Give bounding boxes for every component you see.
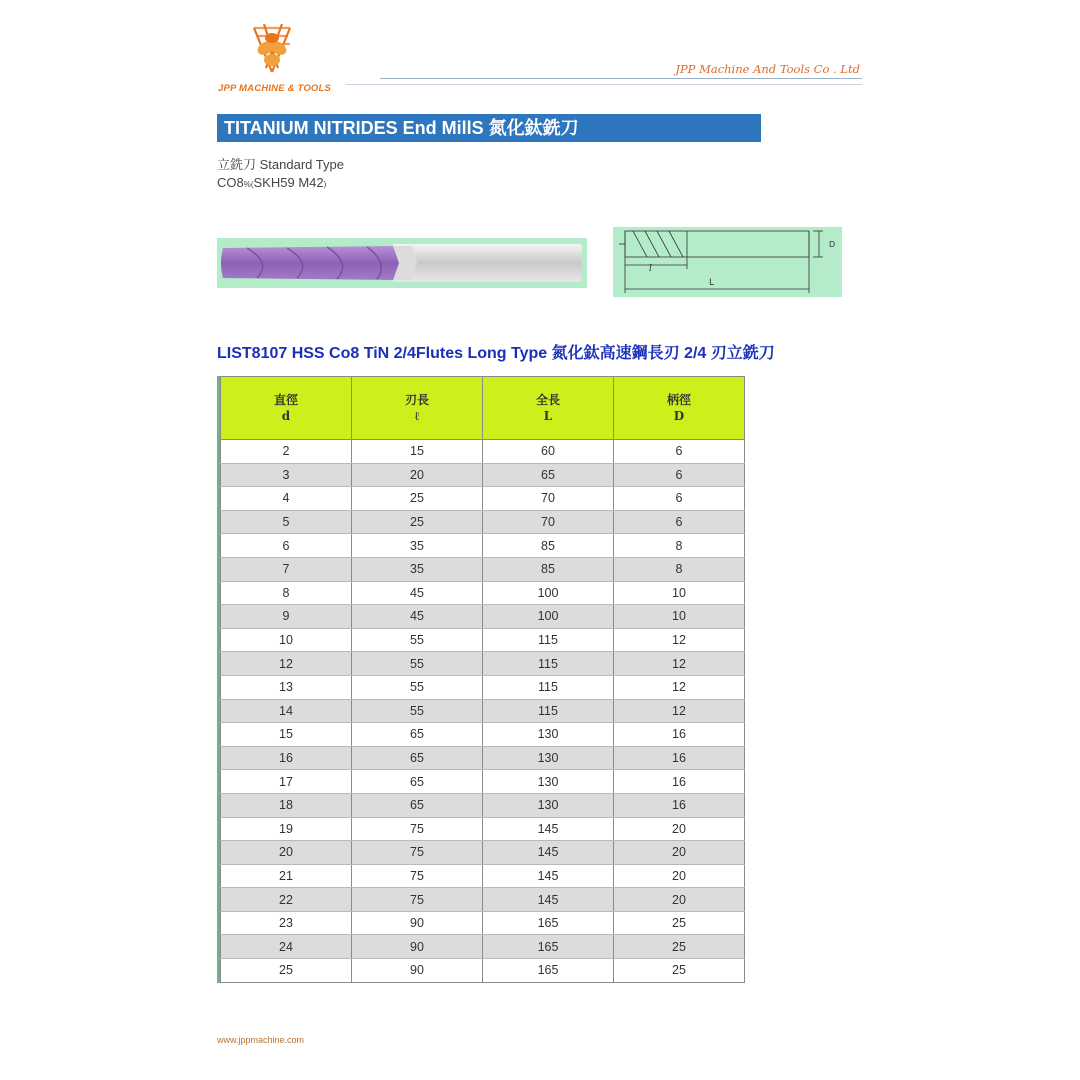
table-cell: 165 — [483, 935, 614, 959]
table-row — [221, 534, 745, 558]
table-row — [221, 510, 745, 534]
material-spec: SKH59 M42 — [253, 175, 324, 190]
table-cell: 10 — [614, 605, 745, 629]
table-body — [221, 440, 745, 983]
table-row — [221, 864, 745, 888]
column-header-symbol: L — [543, 409, 553, 423]
table-cell: 20 — [614, 888, 745, 912]
table-row — [221, 888, 745, 912]
table-cell: 6 — [614, 487, 745, 511]
table-cell: 115 — [483, 675, 614, 699]
table-row — [221, 723, 745, 747]
table-cell: 85 — [483, 557, 614, 581]
table-cell: 65 — [483, 463, 614, 487]
table-cell: 19 — [221, 817, 352, 841]
table-cell: 8 — [614, 534, 745, 558]
table-row — [221, 557, 745, 581]
table-cell: 25 — [352, 487, 483, 511]
dimension-drawing-icon — [613, 227, 842, 297]
table-cell: 70 — [483, 487, 614, 511]
table-cell: 55 — [352, 699, 483, 723]
table-cell: 22 — [221, 888, 352, 912]
table-cell: 100 — [483, 605, 614, 629]
table-cell: 25 — [614, 935, 745, 959]
table-cell: 165 — [483, 959, 614, 983]
list-title: LIST8107 HSS Co8 TiN 2/4Flutes Long Type 氮化鈦高速鋼長刃 2/4 刃立銑刀 — [217, 345, 775, 362]
table-cell: 20 — [614, 817, 745, 841]
table-cell: 16 — [614, 770, 745, 794]
table-cell: 45 — [352, 605, 483, 629]
table-cell: 55 — [352, 652, 483, 676]
logo-mark-icon — [248, 22, 296, 80]
table-cell: 10 — [614, 581, 745, 605]
end-mill-illustration-icon — [217, 238, 587, 288]
table-cell: 45 — [352, 581, 483, 605]
table-cell: 17 — [221, 770, 352, 794]
table-header-row — [221, 377, 745, 440]
table-row — [221, 770, 745, 794]
table-row — [221, 652, 745, 676]
table-row — [221, 911, 745, 935]
table-row — [221, 628, 745, 652]
table-cell: 130 — [483, 793, 614, 817]
dim-label-l: l — [649, 264, 652, 274]
table-cell: 10 — [221, 628, 352, 652]
table-cell: 20 — [221, 841, 352, 865]
table-cell: 6 — [614, 440, 745, 464]
table-row — [221, 935, 745, 959]
column-header-label: 柄徑 — [666, 393, 691, 407]
table-cell: 115 — [483, 628, 614, 652]
table-row — [221, 699, 745, 723]
table-cell: 90 — [352, 911, 483, 935]
table-cell: 25 — [221, 959, 352, 983]
header-divider-2 — [346, 84, 862, 85]
table-cell: 55 — [352, 675, 483, 699]
subtitle-line-2 — [217, 174, 344, 194]
table-row — [221, 817, 745, 841]
table-cell: 115 — [483, 699, 614, 723]
table-row — [221, 487, 745, 511]
table-cell: 65 — [352, 793, 483, 817]
table-cell: 7 — [221, 557, 352, 581]
table-cell: 145 — [483, 817, 614, 841]
dimension-table — [217, 376, 748, 983]
table-cell: 25 — [352, 510, 483, 534]
material-percent: %( — [243, 180, 254, 189]
column-header-symbol: ℓ — [414, 409, 420, 423]
table-cell: 145 — [483, 864, 614, 888]
table-cell: 21 — [221, 864, 352, 888]
footer-url: www.jppmachine.com — [217, 1035, 305, 1045]
table-cell: 20 — [352, 463, 483, 487]
table-row — [221, 581, 745, 605]
header-divider — [380, 78, 862, 79]
table-cell: 12 — [614, 699, 745, 723]
table-row — [221, 605, 745, 629]
table-cell: 12 — [614, 628, 745, 652]
table-cell: 90 — [352, 959, 483, 983]
table-cell: 75 — [352, 888, 483, 912]
table-row — [221, 793, 745, 817]
table-row — [221, 463, 745, 487]
end-mill-dimension-drawing — [613, 227, 842, 297]
column-header-symbol: D — [673, 409, 685, 423]
table-cell: 12 — [614, 675, 745, 699]
table-cell: 165 — [483, 911, 614, 935]
column-header — [483, 377, 614, 440]
table-cell: 90 — [352, 935, 483, 959]
table-row — [221, 959, 745, 983]
table-cell: 65 — [352, 746, 483, 770]
table-cell: 85 — [483, 534, 614, 558]
table-cell: 6 — [221, 534, 352, 558]
table-cell: 14 — [221, 699, 352, 723]
table-cell: 65 — [352, 723, 483, 747]
logo-text: JPP MACHINE & TOOLS — [218, 83, 332, 94]
table-cell: 20 — [614, 864, 745, 888]
table-cell: 100 — [483, 581, 614, 605]
table-cell: 24 — [221, 935, 352, 959]
table-row — [221, 675, 745, 699]
table-cell: 20 — [614, 841, 745, 865]
company-name: JPP Machine And Tools Co . Ltd — [675, 62, 860, 76]
table-row — [221, 841, 745, 865]
table-cell: 6 — [614, 510, 745, 534]
company-logo — [218, 22, 338, 96]
end-mill-photo — [217, 238, 587, 288]
column-header — [221, 377, 352, 440]
dim-label-D: D — [829, 240, 836, 249]
table-cell: 23 — [221, 911, 352, 935]
material-close: ) — [323, 180, 327, 189]
table-cell: 15 — [221, 723, 352, 747]
column-header-symbol: d — [281, 409, 291, 423]
table-cell: 55 — [352, 628, 483, 652]
table-cell: 115 — [483, 652, 614, 676]
column-header — [352, 377, 483, 440]
table-cell: 16 — [614, 746, 745, 770]
subtitle-line-1: 立銑刀 Standard Type — [217, 157, 344, 172]
table-cell: 130 — [483, 770, 614, 794]
table-cell: 75 — [352, 864, 483, 888]
table-cell: 145 — [483, 888, 614, 912]
table-cell: 8 — [221, 581, 352, 605]
table-cell: 130 — [483, 723, 614, 747]
table-cell: 65 — [352, 770, 483, 794]
dim-label-L: L — [709, 278, 715, 288]
table-row — [221, 746, 745, 770]
column-header-label: 刃長 — [404, 393, 429, 407]
table-cell: 35 — [352, 557, 483, 581]
material-grade: CO8 — [217, 175, 244, 190]
table-cell: 13 — [221, 675, 352, 699]
table-cell: 130 — [483, 746, 614, 770]
column-header-label: 直徑 — [273, 393, 298, 407]
table-cell: 75 — [352, 841, 483, 865]
table-cell: 35 — [352, 534, 483, 558]
table-cell: 3 — [221, 463, 352, 487]
table-cell: 12 — [221, 652, 352, 676]
table-cell: 18 — [221, 793, 352, 817]
table-cell: 75 — [352, 817, 483, 841]
column-header — [614, 377, 745, 440]
table-cell: 145 — [483, 841, 614, 865]
table-cell: 9 — [221, 605, 352, 629]
product-subtitle — [217, 156, 344, 194]
table-cell: 16 — [614, 793, 745, 817]
product-title-bar: TITANIUM NITRIDES End MillS 氮化鈦銑刀 — [217, 114, 761, 142]
table-cell: 60 — [483, 440, 614, 464]
table-cell: 16 — [221, 746, 352, 770]
table-cell: 2 — [221, 440, 352, 464]
column-header-label: 全長 — [535, 393, 560, 407]
table-row — [221, 440, 745, 464]
table-cell: 8 — [614, 557, 745, 581]
table-cell: 25 — [614, 959, 745, 983]
table-cell: 6 — [614, 463, 745, 487]
spec-table — [220, 376, 745, 983]
table-cell: 4 — [221, 487, 352, 511]
table-cell: 70 — [483, 510, 614, 534]
table-cell: 12 — [614, 652, 745, 676]
table-cell: 16 — [614, 723, 745, 747]
table-cell: 25 — [614, 911, 745, 935]
table-cell: 5 — [221, 510, 352, 534]
table-cell: 15 — [352, 440, 483, 464]
